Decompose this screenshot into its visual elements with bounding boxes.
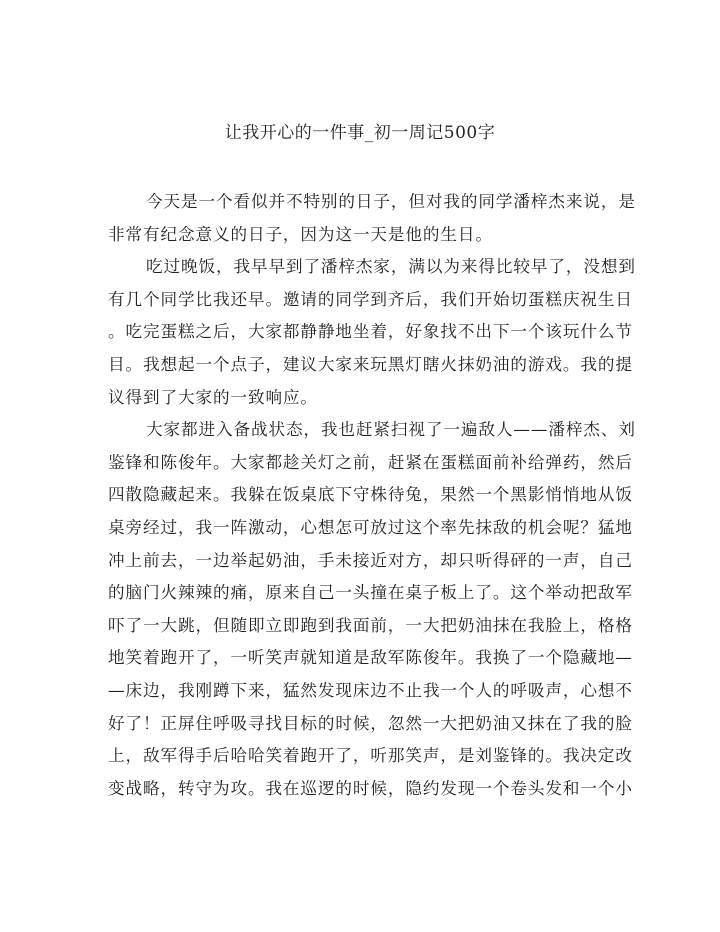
text-line: 上，敌军得手后哈哈笑着跑开了，听那笑声，是刘鉴锋的。我决定改 (108, 746, 633, 766)
text-line: 目。我想起一个点子，建议大家来玩黑灯瞎火抹奶油的游戏。我的提 (108, 354, 633, 374)
text-line: 吃过晚饭，我早早到了潘梓杰家，满以为来得比较早了，没想到 (146, 257, 636, 277)
document-title: 让我开心的一件事_初一周记500字 (224, 123, 496, 143)
text-line: 地笑着跑开了，一听笑声就知道是敌军陈俊年。我换了一个隐藏地— (108, 648, 633, 668)
text-line: 吓了一大跳，但随即立即跑到我面前，一大把奶油抹在我脸上，格格 (108, 615, 633, 635)
document-body (108, 186, 636, 805)
text-line: 大家都进入备战状态，我也赶紧扫视了一遍敌人——潘梓杰、刘 (146, 420, 636, 440)
text-line: 。吃完蛋糕之后，大家都静静地坐着，好象找不出下一个该玩什么节 (108, 322, 633, 342)
text-line: 有几个同学比我还早。邀请的同学到齐后，我们开始切蛋糕庆祝生日 (108, 289, 633, 309)
text-line: 今天是一个看似并不特别的日子，但对我的同学潘梓杰来说，是 (146, 192, 636, 211)
text-line: 变战略，转守为攻。我在巡逻的时候，隐约发现一个卷头发和一个小 (108, 778, 633, 798)
text-line: 议得到了大家的一致响应。 (108, 387, 318, 407)
text-line: 好了！正屏住呼吸寻找目标的时候，忽然一大把奶油又抹在了我的脸 (108, 713, 633, 733)
text-line: 的脑门火辣辣的痛，原来自己一头撞在桌子板上了。这个举动把敌军 (108, 583, 633, 603)
text-line: —床边，我刚蹲下来，猛然发现床边不止我一个人的呼吸声，心想不 (108, 680, 633, 700)
paragraph-1 (108, 186, 636, 251)
paragraph-2 (108, 251, 636, 414)
text-line: 鉴锋和陈俊年。大家都趁关灯之前，赶紧在蛋糕面前补给弹药，然后 (108, 452, 633, 472)
text-line: 四散隐藏起来。我躲在饭桌底下守株待兔，果然一个黑影悄悄地从饭 (108, 485, 633, 505)
text-line: 桌旁经过，我一阵激动，心想怎可放过这个率先抹敌的机会呢？猛地 (108, 517, 633, 537)
text-line: 非常有纪念意义的日子，因为这一天是他的生日。 (108, 224, 493, 244)
text-line: 冲上前去，一边举起奶油，手未接近对方，却只听得砰的一声，自己 (108, 550, 633, 570)
paragraph-3 (108, 414, 636, 805)
